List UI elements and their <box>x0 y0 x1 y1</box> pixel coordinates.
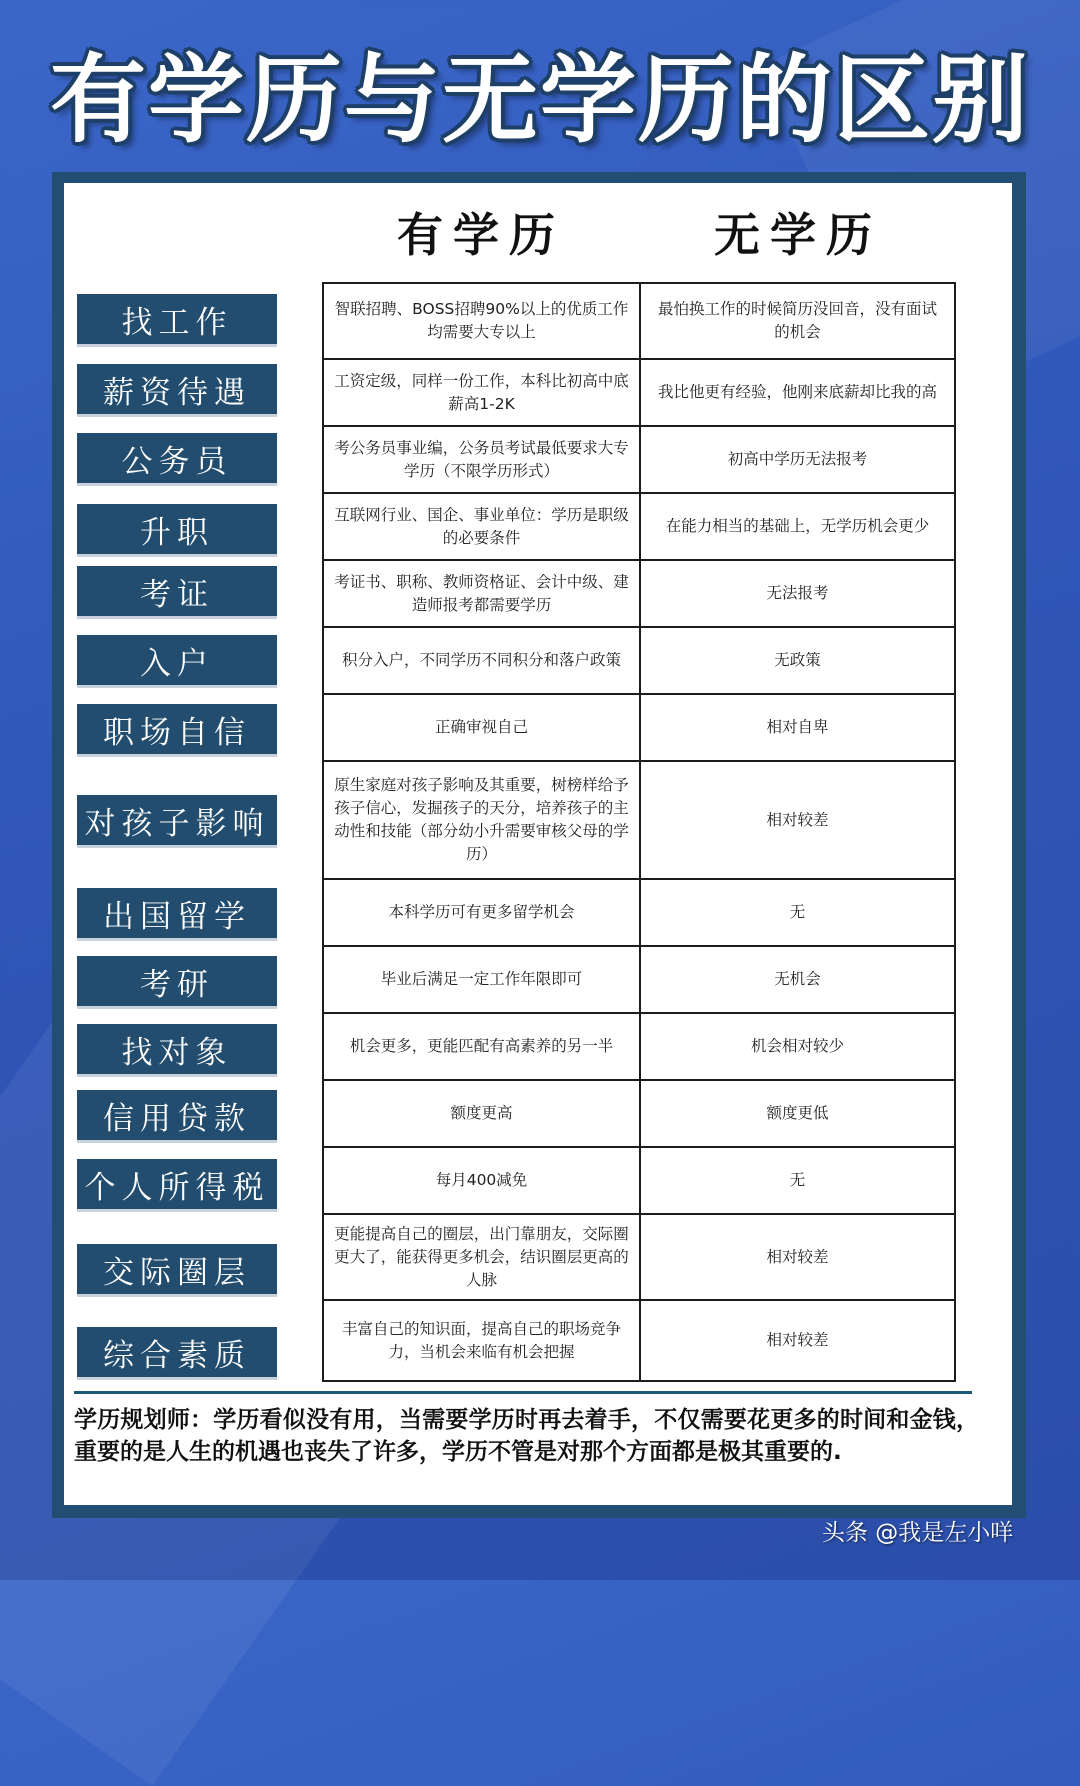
row-label: 找工作 <box>77 294 277 344</box>
table-row <box>324 1081 954 1148</box>
table-row <box>324 561 954 628</box>
row-label: 升职 <box>77 504 277 554</box>
without-degree-cell: 相对较差 <box>766 1331 829 1349</box>
table-row <box>324 360 954 427</box>
with-degree-cell: 每月400减免 <box>324 1148 641 1213</box>
without-degree-cell: 无法报考 <box>766 584 829 602</box>
table-row <box>324 494 954 561</box>
table-row <box>324 880 954 947</box>
table-row <box>324 628 954 695</box>
with-degree-cell: 积分入户，不同学历不同积分和落户政策 <box>324 628 641 693</box>
table-row <box>324 1301 954 1380</box>
column-header-with-degree: 有学历 <box>397 208 565 262</box>
row-label: 薪资待遇 <box>77 364 277 414</box>
with-degree-cell: 考证书、职称、教师资格证、会计中级、建造师报考都需要学历 <box>324 561 641 626</box>
table-row <box>324 284 954 360</box>
table-row <box>324 947 954 1014</box>
column-header-without-degree: 无学历 <box>714 208 882 262</box>
with-degree-cell: 额度更高 <box>324 1081 641 1146</box>
with-degree-cell: 互联网行业、国企、事业单位：学历是职级的必要条件 <box>324 494 641 559</box>
without-degree-cell: 在能力相当的基础上，无学历机会更少 <box>665 517 930 535</box>
with-degree-cell: 考公务员事业编，公务员考试最低要求大专学历（不限学历形式） <box>324 427 641 492</box>
with-degree-cell: 丰富自己的知识面，提高自己的职场竞争力，当机会来临有机会把握 <box>324 1301 641 1380</box>
table-row <box>324 1148 954 1215</box>
without-degree-cell: 机会相对较少 <box>750 1037 844 1055</box>
with-degree-cell: 智联招聘、BOSS招聘90%以上的优质工作均需要大专以上 <box>324 284 641 358</box>
row-label: 信用贷款 <box>77 1090 277 1140</box>
table-row <box>324 762 954 880</box>
row-label: 考研 <box>77 956 277 1006</box>
footer-note: 学历规划师：学历看似没有用，当需要学历时再去着手，不仅需要花更多的时间和金钱，重要的是人生的机遇也丧失了许多，学历不管是对那个方面都是极其重要的. <box>74 1407 979 1465</box>
table-row <box>324 427 954 494</box>
without-degree-cell: 相对自卑 <box>766 718 829 736</box>
row-label: 考证 <box>77 566 277 616</box>
without-degree-cell: 最怕换工作的时候简历没回音，没有面试的机会 <box>657 300 937 341</box>
without-degree-cell: 额度更低 <box>766 1104 829 1122</box>
row-label: 入户 <box>77 635 277 685</box>
row-label: 个人所得税 <box>77 1159 277 1209</box>
with-degree-cell: 工资定级，同样一份工作，本科比初高中底薪高1-2K <box>324 360 641 425</box>
without-degree-cell: 无政策 <box>774 651 821 669</box>
watermark: 头条 @我是左小咩 <box>822 1520 1014 1546</box>
without-degree-cell: 相对较差 <box>766 1247 829 1266</box>
with-degree-cell: 机会更多，更能匹配有高素养的另一半 <box>324 1014 641 1079</box>
with-degree-cell: 更能提高自己的圈层，出门靠朋友，交际圈更大了，能获得更多机会，结识圈层更高的人脉 <box>324 1215 641 1299</box>
without-degree-cell: 相对较差 <box>766 810 829 829</box>
row-label: 对孩子影响 <box>77 795 277 845</box>
table-row <box>324 695 954 762</box>
without-degree-cell: 我比他更有经验，他刚来底薪却比我的高 <box>657 383 937 401</box>
with-degree-cell: 正确审视自己 <box>324 695 641 760</box>
table-row <box>324 1215 954 1301</box>
row-label: 交际圈层 <box>77 1244 277 1294</box>
with-degree-cell: 原生家庭对孩子影响及其重要，树榜样给予孩子信心，发掘孩子的天分，培养孩子的主动性和技能（部分幼小升需要审核父母的学历） <box>324 762 641 878</box>
row-label: 找对象 <box>77 1024 277 1074</box>
without-degree-cell: 无 <box>789 903 806 921</box>
row-label: 出国留学 <box>77 888 277 938</box>
with-degree-cell: 本科学历可有更多留学机会 <box>324 880 641 945</box>
without-degree-cell: 初高中学历无法报考 <box>727 450 868 468</box>
row-label: 公务员 <box>77 433 277 483</box>
without-degree-cell: 无机会 <box>774 970 821 988</box>
comparison-table <box>322 282 956 1382</box>
table-row <box>324 1014 954 1081</box>
row-label: 职场自信 <box>77 704 277 754</box>
row-label: 综合素质 <box>77 1327 277 1377</box>
page-title: 有学历与无学历的区别 <box>50 44 1030 156</box>
footer-divider <box>74 1391 972 1394</box>
without-degree-cell: 无 <box>789 1171 806 1189</box>
with-degree-cell: 毕业后满足一定工作年限即可 <box>324 947 641 1012</box>
